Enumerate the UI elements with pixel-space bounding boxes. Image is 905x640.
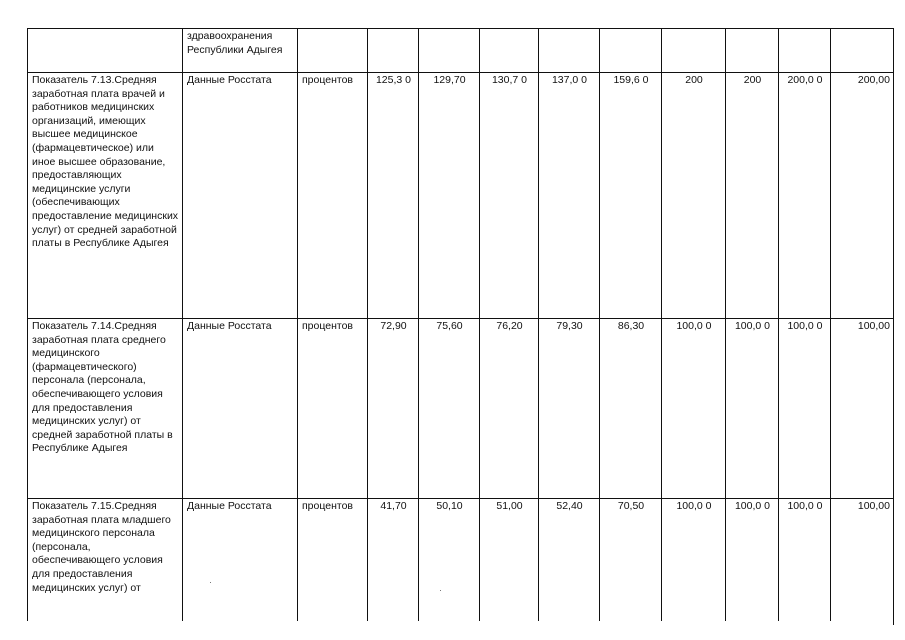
- value-cell: 70,50: [600, 499, 662, 626]
- header-year-cell: [480, 29, 539, 73]
- value-cell: 100,0 0: [662, 319, 726, 499]
- header-year-cell: [779, 29, 831, 73]
- scan-speck: [440, 590, 441, 591]
- table-row: [28, 319, 894, 499]
- value-cell: 200: [662, 73, 726, 319]
- indicator-text: Показатель 7.15.Средняя заработная плата младшего медицинского персонала (персонала, обеспечивающего условия для предоставления медицинских услуг) от: [28, 499, 183, 626]
- unit-cell: процентов: [298, 73, 368, 319]
- value-cell: 72,90: [368, 319, 419, 499]
- header-indicator-cell: [28, 29, 183, 73]
- header-year-cell: [726, 29, 779, 73]
- indicator-text: Показатель 7.13.Средняя заработная плата врачей и работников медицинских организаций, имеющих высшее медицинское (фармацевтическое) или иное высшее образование, предоставляющих медицинские услуги (обеспечивающих предоставление медицинских услуг) от средней заработной платы в Республике Адыгея: [28, 73, 183, 319]
- value-cell: 200,00: [831, 73, 894, 319]
- document-page: [27, 28, 894, 625]
- header-year-cell: [600, 29, 662, 73]
- value-cell: 100,0 0: [779, 319, 831, 499]
- indicators-table: [27, 28, 894, 625]
- data-source: Данные Росстата: [183, 499, 298, 626]
- value-cell: 137,0 0: [539, 73, 600, 319]
- value-cell: 100,00: [831, 319, 894, 499]
- value-cell: 75,60: [419, 319, 480, 499]
- value-cell: 86,30: [600, 319, 662, 499]
- value-cell: 76,20: [480, 319, 539, 499]
- scan-speck: [210, 582, 211, 583]
- unit-cell: процентов: [298, 499, 368, 626]
- table-row: [28, 73, 894, 319]
- header-year-cell: [662, 29, 726, 73]
- value-cell: 129,70: [419, 73, 480, 319]
- header-year-cell: [368, 29, 419, 73]
- table-row: [28, 499, 894, 626]
- value-cell: 159,6 0: [600, 73, 662, 319]
- value-cell: 200,0 0: [779, 73, 831, 319]
- value-cell: 51,00: [480, 499, 539, 626]
- value-cell: 41,70: [368, 499, 419, 626]
- header-year-cell: [539, 29, 600, 73]
- value-cell: 125,3 0: [368, 73, 419, 319]
- indicator-text: Показатель 7.14.Средняя заработная плата среднего медицинского (фармацевтического) персонала (персонала, обеспечивающего условия для предоставления медицинских услуг) от средней заработной платы в Республике Адыгея: [28, 319, 183, 499]
- value-cell: 100,0 0: [726, 499, 779, 626]
- value-cell: 50,10: [419, 499, 480, 626]
- value-cell: 100,0 0: [726, 319, 779, 499]
- value-cell: 130,7 0: [480, 73, 539, 319]
- table-header-row: [28, 29, 894, 73]
- data-source: Данные Росстата: [183, 319, 298, 499]
- header-unit-cell: [298, 29, 368, 73]
- page-crop-edge: [27, 621, 893, 640]
- value-cell: 79,30: [539, 319, 600, 499]
- header-year-cell: [419, 29, 480, 73]
- header-source-cell: здравоохранения Республики Адыгея: [183, 29, 298, 73]
- value-cell: 52,40: [539, 499, 600, 626]
- value-cell: 100,0 0: [662, 499, 726, 626]
- value-cell: 100,0 0: [779, 499, 831, 626]
- unit-cell: процентов: [298, 319, 368, 499]
- data-source: Данные Росстата: [183, 73, 298, 319]
- value-cell: 200: [726, 73, 779, 319]
- header-year-cell: [831, 29, 894, 73]
- value-cell: 100,00: [831, 499, 894, 626]
